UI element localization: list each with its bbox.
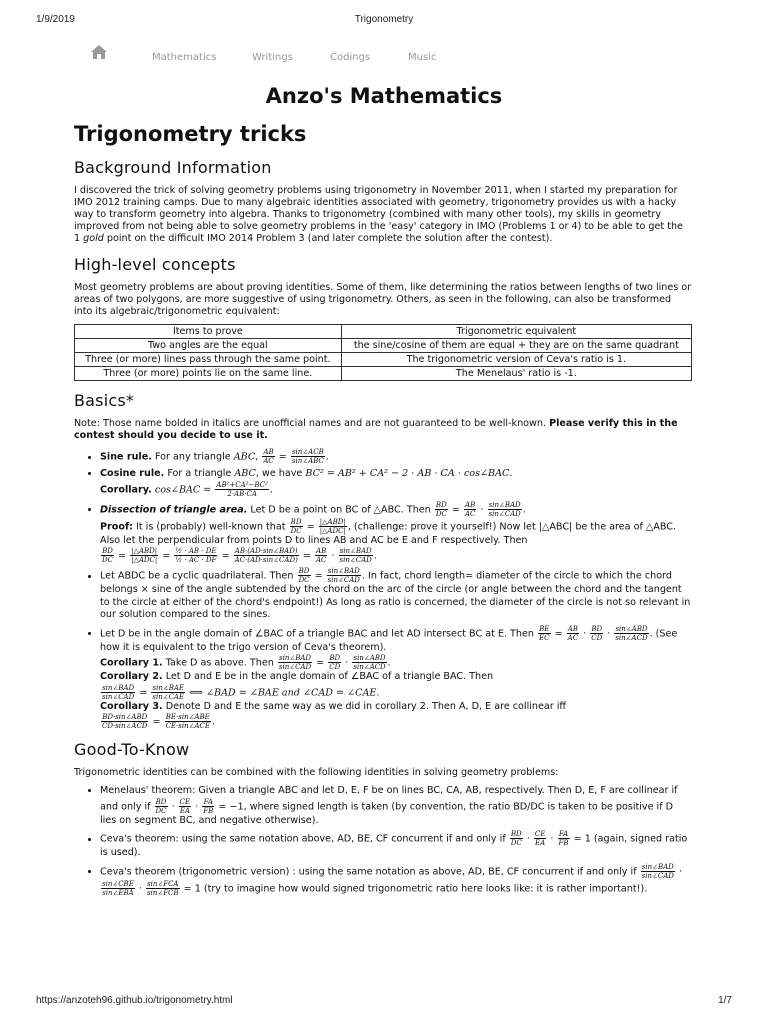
site-title: Anzo's Mathematics <box>265 84 503 108</box>
nav-mathematics[interactable]: Mathematics <box>152 52 217 63</box>
table-row: Three (or more) points lie on the same line. The Menelaus' ratio is -1. <box>75 367 692 381</box>
table-row: Two angles are the equal the sine/cosine of them are equal + they are on the same quadrant <box>75 339 692 353</box>
list-item: • Dissection of triangle area. Let D be a point on BC of △ABC. Then $\frac{BD}{DC}$ = $\frac{AB}{AC}$ · $\frac{\text{sin∠BAD}}{\text{sin∠CAD}}$ . Proof: It is (probably) well-known that $\frac{BD}{DC}$ = $\frac{\text{|△ABD|}}{\text{|△ADC|}}$ , (challenge: prove it yourself!) Now let |△ABC| be the area of △ABC. Also let the perpendicular from points D to lines AB and AC be E and F respectively. Then $\frac{BD}{DC}$ = $\frac{\text{|△ABD|}}{\text{|△ADC|}}$ = $\frac{\text{½ · AB · DE}}{\text{½ · AC · DF}}$ = $\frac{\text{AB·(AD·sin∠BAD)}}{\text{AC·(AD·sin∠CAD)}}$ = $\frac{AB}{AC}$ · $\frac{\text{sin∠BAD}}{\text{sin∠CAD}}$ . <box>100 501 692 565</box>
list-item: • Let ABDC be a cyclic quadrilateral. Then $\frac{BD}{DC}$ = $\frac{\text{sin∠BAD}}{\text{sin∠CAD}}$ . In fact, chord length= diameter of the circle to which the chord belongs × sine of the angle subtended by the chord on the arc of the circle (or angle between the chord and the tangent to the circle at either of the chord's endpoint!) As long as ratio is concerned, the diameter of the circle is not so relevant in our solution compared to the sines. <box>100 567 692 622</box>
concepts-table <box>74 324 692 381</box>
background-body: I discovered the trick of solving geometry problems using trigonometry in November 2011, when I started my preparation for IMO 2012 training camps. Due to many algebraic identities associated with geometry, trigonometry provides us with a hacky way to transform geometry into algebra. Thanks to trigonometry (combined with many other tools), my skills in geometry improved from not being able to solve geometry problems in the 'easy' category in IMO (Problems 1 or 4) to be able to get the 1 gold point on the difficult IMO 2014 Problem 3 (and later complete the solution after the contest). <box>74 185 683 244</box>
list-item: • Let D be in the angle domain of ∠BAC of a triangle BAC and let AD intersect BC at E. Then $\frac{BE}{EC}$ = $\frac{AB}{AC}$ · $\frac{BD}{CD}$ · $\frac{\text{sin∠ABD}}{\text{sin∠ACD}}$ . (See how it is equivalent to the trigo version of Ceva's theorem). Corollary 1. Take D as above. Then $\frac{\text{sin∠BAD}}{\text{sin∠CAD}}$ = $\frac{BD}{CD}$ · $\frac{\text{sin∠ABD}}{\text{sin∠ACD}}$ . Corollary 2. Let D and E be in the angle domain of ∠BAC of a triangle BAC. Then $\frac{\text{sin∠BAD}}{\text{sin∠CAD}}$ = $\frac{\text{sin∠BAE}}{\text{sin∠CAE}}$ ⟺ ∠BAD = ∠BAE and ∠CAD = ∠CAE. Corollary 3. Denote D and E the same way as we did in corollary 2. Then A, D, E are collinear iff $\frac{\text{BD·sin∠ABD}}{\text{CD·sin∠ACD}}$ = $\frac{\text{BE·sin∠ABE}}{\text{CE·sin∠ACE}}$ . <box>100 625 692 731</box>
basics-note: Note: Those name bolded in italics are unofficial names and are not guaranteed to be well-known. Please verify this in the contest should you decide to use it. <box>74 418 678 441</box>
basics-heading: Basics* <box>74 391 135 410</box>
home-icon[interactable] <box>90 44 114 66</box>
table-row: Three (or more) lines pass through the same point. The trigonometric version of Ceva's ratio is 1. <box>75 353 692 367</box>
article <box>74 118 692 903</box>
goodtoknow-heading: Good-To-Know <box>74 740 190 759</box>
background-heading: Background Information <box>74 158 272 177</box>
highlevel-heading: High-level concepts <box>74 255 236 274</box>
table-header: Trigonometric equivalent <box>341 325 691 339</box>
highlevel-body: Most geometry problems are about proving identities. Some of them, like determining the ratios between lengths of two lines or areas of two polygons, are more suggestive of using trigonometry. Others, as seen in the following, can also be transformed into its algebraic/trigonometric equivalent: <box>74 282 692 317</box>
list-item: • Ceva's theorem (trigonometric version) : using the same notation as above, AD, BE, CF concurrent if and only if $\frac{\text{sin∠BAD}}{\text{sin∠CAD}}$ · $\frac{\text{sin∠CBE}}{\text{sin∠EBA}}$ · $\frac{\text{sin∠FCA}}{\text{sin∠FCB}}$ = 1 (try to imagine how would signed trigonometric ratio here looks like: it is rather important!). <box>100 863 692 897</box>
page-title: Trigonometry tricks <box>74 122 307 146</box>
print-url: https://anzoteh96.github.io/trigonometry.html <box>36 995 233 1006</box>
print-date: 1/9/2019 <box>36 14 75 25</box>
print-page: 1/7 <box>718 995 732 1006</box>
list-item: • Cosine rule. For a triangle ABC, we have BC² = AB² + CA² − 2 · AB · CA · cos∠BAC. Corollary. cos∠BAC = $\frac{\text{AB²+CA²−BC²}}{2\cdot AB\cdot CA}$ . <box>100 468 692 498</box>
table-header: Items to prove <box>75 325 342 339</box>
nav-codings[interactable]: Codings <box>330 52 371 63</box>
list-item: • Menelaus' theorem: Given a triangle ABC and let D, E, F be on lines BC, CA, AB, respectively. Then D, E, F are collinear if and only if $\frac{BD}{DC}$ · $\frac{CE}{EA}$ · $\frac{FA}{FB}$ = −1, where signed length is taken (by convention, the ratio BD/DC is taken to be positive if D lies on segment BC, and negative otherwise). <box>100 785 692 827</box>
goodtoknow-intro: Trigonometric identities can be combined with the following identities in solving geometry problems: <box>74 767 559 778</box>
goodtoknow-list <box>74 785 692 897</box>
list-item: • Sine rule. For any triangle ABC, $\frac{AB}{AC}$ = $\frac{\text{sin∠ACB}}{\text{sin∠ABC}}$ . <box>100 448 692 465</box>
print-title: Trigonometry <box>354 14 414 25</box>
nav-writings[interactable]: Writings <box>252 52 293 63</box>
basics-list <box>74 448 692 730</box>
list-item: • Ceva's theorem: using the same notation above, AD, BE, CF concurrent if and only if $\frac{BD}{DC}$ · $\frac{CE}{EA}$ · $\frac{FA}{FB}$ = 1 (again, signed ratio is used). <box>100 830 692 860</box>
nav-music[interactable]: Music <box>408 52 437 63</box>
